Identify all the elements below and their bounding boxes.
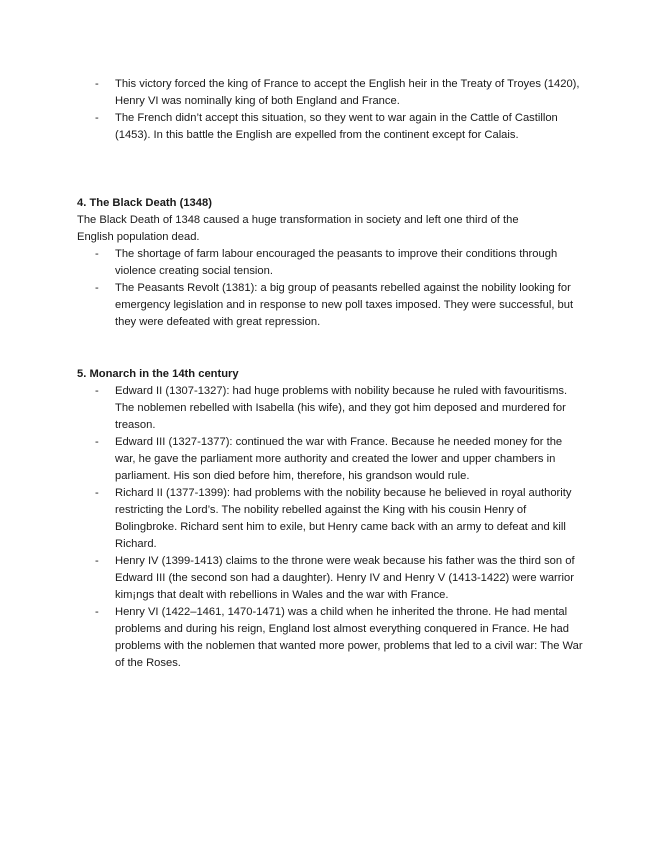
list-item [0,434,655,485]
bullet-dash: - [95,78,99,90]
section-heading: 5. Monarch in the 14th century [77,368,239,380]
bullet-text: Richard II (1377-1399): had problems with the nobility because he believed in royal authority restricting the Lord’s. The nobility rebelled against the King with his cousin Henry of Bolingbroke. Richard sent him to exile, but Henry came back with an army to defeat and kill Richard. [115,487,572,550]
continuation-block [0,76,655,144]
bullet-text: This victory forced the king of France to accept the English heir in the Treaty of Troyes (1420), Henry VI was nominally king of both England and France. [115,78,580,107]
black-death-list [0,246,655,331]
list-item [0,246,655,280]
list-item [0,604,655,672]
monarch-list [0,383,655,672]
list-item [0,553,655,604]
bullet-text: Edward III (1327-1377): continued the war with France. Because he needed money for the war, he gave the parliament more authority and created the lower and upper chambers in parliament. His son died before him, therefore, his grandson would rule. [115,436,563,482]
bullet-text: Henry VI (1422–1461, 1470-1471) was a child when he inherited the throne. He had mental problems and during his reign, England lost almost everything conquered in France. He had problems with the noblemen that wanted more power, problems that led to a civil war: The War of the Roses. [115,606,583,669]
bullet-dash: - [95,606,99,618]
bullet-text: Henry IV (1399-1413) claims to the throne were weak because his father was the third son of Edward III (the second son had a daughter). Henry IV and Henry V (1413-1422) were warrior kim¡ngs that dealt with rebellions in Wales and the war with France. [115,555,575,601]
list-item [0,110,655,144]
bullet-text: The Peasants Revolt (1381): a big group of peasants rebelled against the nobility looking for emergency legislation and in response to new poll taxes imposed. They were successful, but they were defeated with great repression. [115,282,574,328]
continuation-list [0,76,655,144]
section-black-death [0,195,655,331]
bullet-text: Edward II (1307-1327): had huge problems with nobility because he ruled with favouritisms. The noblemen rebelled with Isabella (his wife), and they got him deposed and murdered for treason. [115,385,568,431]
bullet-dash: - [95,112,99,124]
bullet-dash: - [95,385,99,397]
bullet-dash: - [95,555,99,567]
section-heading: 4. The Black Death (1348) [77,197,212,209]
bullet-text: The French didn’t accept this situation, so they went to war again in the Cattle of Castillon (1453). In this battle the English are expelled from the continent except for Calais. [115,112,558,141]
bullet-text: The shortage of farm labour encouraged the peasants to improve their conditions through violence creating social tension. [115,248,558,277]
bullet-dash: - [95,436,99,448]
section-monarchs [0,366,655,672]
section-intro: The Black Death of 1348 caused a huge transformation in society and left one third of the English population dead. [77,214,519,243]
list-item [0,76,655,110]
list-item [0,280,655,331]
list-item [0,383,655,434]
list-item [0,485,655,553]
bullet-dash: - [95,248,99,260]
bullet-dash: - [95,487,99,499]
bullet-dash: - [95,282,99,294]
